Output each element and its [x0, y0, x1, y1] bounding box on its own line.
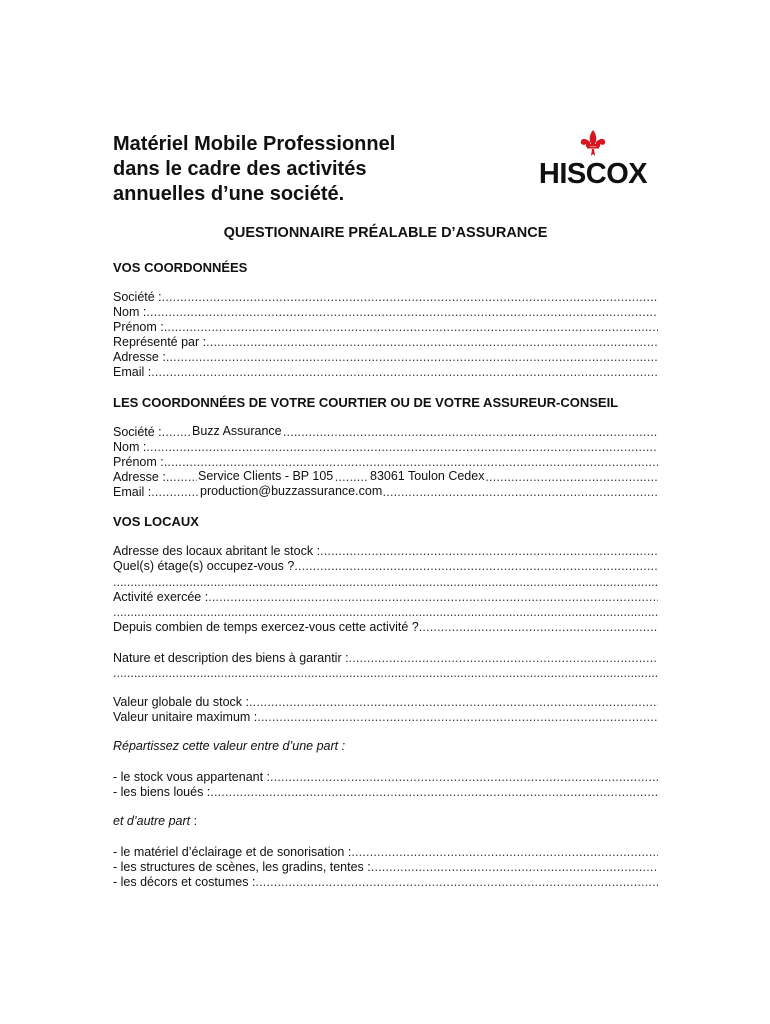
field-courtier-prenom[interactable]: [113, 455, 658, 470]
field-label: - les biens loués :: [113, 785, 211, 799]
dotted-line: [151, 365, 658, 380]
field-courtier-adresse[interactable]: [113, 470, 658, 485]
dotted-line-continuation[interactable]: [113, 666, 658, 681]
dotted-line: [270, 770, 658, 785]
field-label: Email :: [113, 485, 152, 499]
note-autre-part-colon: :: [190, 814, 198, 828]
dotted-line: [162, 290, 658, 305]
dotted-line: [419, 620, 658, 635]
field-materiel-eclairage[interactable]: [113, 845, 658, 860]
field-label: Adresse :: [113, 350, 166, 364]
field-label: Email :: [113, 365, 152, 379]
dotted-line: [255, 875, 658, 890]
section-heading-coordonnees: VOS COORDONNÉES: [113, 260, 248, 275]
field-societe[interactable]: [113, 290, 658, 305]
field-courtier-societe[interactable]: [113, 425, 658, 440]
field-label: - les décors et costumes :: [113, 875, 256, 889]
dotted-line: [371, 860, 658, 875]
field-label: Adresse :: [113, 470, 166, 484]
dotted-line: [206, 335, 658, 350]
logo-text: HISCOX: [538, 158, 648, 190]
dotted-line: [146, 305, 658, 320]
field-label: Prénom :: [113, 455, 164, 469]
dotted-line: [164, 455, 658, 470]
field-value-2: 83061 Toulon Cedex: [370, 470, 485, 483]
section-heading-courtier: LES COORDONNÉES DE VOTRE COURTIER OU DE VOTRE ASSUREUR-CONSEIL: [113, 395, 619, 410]
title-line-3: annuelles d’une société.: [113, 183, 345, 205]
field-label: Nature et description des biens à garantir :: [113, 651, 349, 665]
dotted-line: [294, 559, 658, 574]
section-heading-locaux: VOS LOCAUX: [113, 514, 199, 529]
field-label: Société :: [113, 290, 162, 304]
field-label: - les structures de scènes, les gradins, tentes :: [113, 860, 371, 874]
field-stock-appartenant[interactable]: [113, 770, 658, 785]
field-prenom[interactable]: [113, 320, 658, 335]
dotted-line-continuation[interactable]: [113, 605, 658, 620]
field-value: production@buzzassurance.com: [200, 485, 383, 498]
field-adresse[interactable]: [113, 350, 658, 365]
dotted-line: [351, 845, 658, 860]
field-biens-loues[interactable]: [113, 785, 658, 800]
field-label: Depuis combien de temps exercez-vous cette activité ?: [113, 620, 419, 634]
field-label: Valeur globale du stock :: [113, 695, 249, 709]
field-structures-scenes[interactable]: [113, 860, 658, 875]
field-label: Nom :: [113, 305, 147, 319]
dotted-line: [166, 350, 658, 365]
dotted-line: [249, 695, 658, 710]
field-label: Prénom :: [113, 320, 164, 334]
dotted-line-continuation[interactable]: [113, 575, 658, 590]
field-decors-costumes[interactable]: [113, 875, 658, 890]
field-adresse-locaux[interactable]: [113, 544, 658, 559]
note-autre-part: [113, 814, 197, 828]
title-line-2: dans le cadre des activités: [113, 158, 367, 180]
field-label: Adresse des locaux abritant le stock :: [113, 544, 321, 558]
field-nature-biens[interactable]: [113, 651, 658, 666]
field-nom[interactable]: [113, 305, 658, 320]
dotted-line: [320, 544, 658, 559]
field-depuis[interactable]: [113, 620, 658, 635]
field-label: - le stock vous appartenant :: [113, 770, 271, 784]
note-repartissez: Répartissez cette valeur entre d’une part :: [113, 739, 346, 753]
field-value: Service Clients - BP 105: [198, 470, 334, 483]
dotted-line: [208, 590, 658, 605]
dotted-line: [146, 440, 658, 455]
field-represente-par[interactable]: [113, 335, 658, 350]
field-courtier-nom[interactable]: [113, 440, 658, 455]
note-autre-part-text: et d’autre part: [113, 814, 191, 828]
field-activite[interactable]: [113, 590, 658, 605]
field-label: - le matériel d’éclairage et de sonorisation :: [113, 845, 352, 859]
field-label: Activité exercée :: [113, 590, 209, 604]
fleur-de-lis-icon: [534, 128, 652, 160]
dotted-line: [164, 320, 658, 335]
field-valeur-unitaire[interactable]: [113, 710, 658, 725]
field-label: Représenté par :: [113, 335, 207, 349]
field-label: Valeur unitaire maximum :: [113, 710, 258, 724]
title-line-1: Matériel Mobile Professionnel: [113, 133, 396, 155]
field-etages[interactable]: [113, 559, 658, 574]
field-value: Buzz Assurance: [192, 425, 282, 438]
field-valeur-globale[interactable]: [113, 695, 658, 710]
dotted-line: [210, 785, 658, 800]
dotted-line: [349, 651, 658, 666]
document-title: [113, 132, 493, 207]
field-label: Quel(s) étage(s) occupez-vous ?: [113, 559, 295, 573]
field-courtier-email[interactable]: [113, 485, 658, 500]
dotted-line: [257, 710, 658, 725]
hiscox-logo: [534, 128, 652, 190]
field-label: Société :: [113, 425, 162, 439]
questionnaire-title: QUESTIONNAIRE PRÉALABLE D’ASSURANCE: [223, 225, 548, 241]
field-label: Nom :: [113, 440, 147, 454]
field-email[interactable]: [113, 365, 658, 380]
